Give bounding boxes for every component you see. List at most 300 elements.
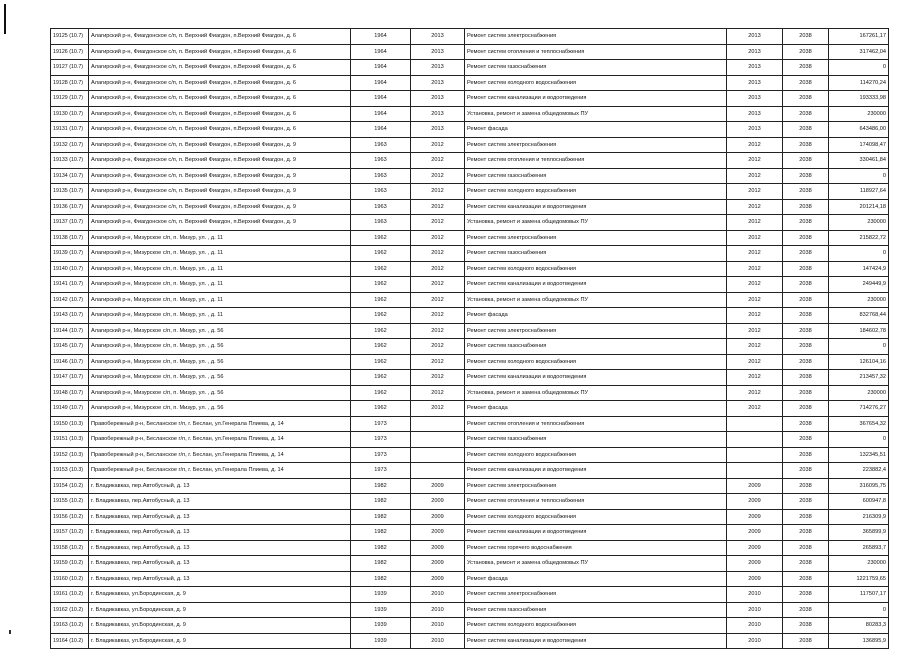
- cost-cell: 118927,64: [829, 184, 889, 200]
- year-built-cell: 1962: [351, 385, 411, 401]
- last-repair-year-cell: 2010: [411, 618, 465, 634]
- year-built-cell: 1964: [351, 75, 411, 91]
- row-number-cell: 19164 (10.2): [51, 633, 89, 649]
- year-built-cell: 1939: [351, 602, 411, 618]
- year-built-cell: 1939: [351, 587, 411, 603]
- plan-end-cell: 2038: [783, 618, 829, 634]
- plan-start-cell: 2012: [727, 339, 783, 355]
- work-type-cell: Ремонт систем холодного водоснабжения: [465, 509, 727, 525]
- last-repair-year-cell: 2009: [411, 509, 465, 525]
- table-row: [51, 199, 889, 215]
- address-cell: Алагирский р-н, Мизурское с/п, п. Мизур, ул. , д. 56: [89, 339, 351, 355]
- year-built-cell: 1982: [351, 556, 411, 572]
- year-built-cell: 1982: [351, 540, 411, 556]
- table-row: [51, 44, 889, 60]
- work-type-cell: Ремонт фасада: [465, 571, 727, 587]
- work-type-cell: Ремонт систем холодного водоснабжения: [465, 184, 727, 200]
- work-type-cell: Ремонт систем канализации и водоотведения: [465, 370, 727, 386]
- plan-start-cell: 2012: [727, 292, 783, 308]
- row-number-cell: 19142 (10.7): [51, 292, 89, 308]
- plan-start-cell: 2012: [727, 153, 783, 169]
- address-cell: г. Владикавказ, пер.Автобусный, д. 13: [89, 540, 351, 556]
- cost-cell: 114270,24: [829, 75, 889, 91]
- table-row: [51, 618, 889, 634]
- work-type-cell: Ремонт систем канализации и водоотведения: [465, 525, 727, 541]
- plan-end-cell: 2038: [783, 153, 829, 169]
- last-repair-year-cell: 2013: [411, 91, 465, 107]
- row-number-cell: 19129 (10.7): [51, 91, 89, 107]
- address-cell: Алагирский р-н, Фиагдонское с/п, п. Верхний Фиагдон, п.Верхний Фиагдон, д. 6: [89, 44, 351, 60]
- last-repair-year-cell: 2012: [411, 246, 465, 262]
- table-row: [51, 509, 889, 525]
- plan-start-cell: 2009: [727, 509, 783, 525]
- row-number-cell: 19160 (10.2): [51, 571, 89, 587]
- plan-start-cell: 2009: [727, 556, 783, 572]
- row-number-cell: 19155 (10.2): [51, 494, 89, 510]
- plan-end-cell: 2038: [783, 556, 829, 572]
- last-repair-year-cell: 2012: [411, 323, 465, 339]
- work-type-cell: Ремонт систем канализации и водоотведения: [465, 463, 727, 479]
- row-number-cell: 19143 (10.7): [51, 308, 89, 324]
- cost-cell: 174098,47: [829, 137, 889, 153]
- table-row: [51, 416, 889, 432]
- work-type-cell: Ремонт систем холодного водоснабжения: [465, 447, 727, 463]
- cost-cell: 230000: [829, 556, 889, 572]
- row-number-cell: 19131 (10.7): [51, 122, 89, 138]
- table-row: [51, 122, 889, 138]
- plan-start-cell: 2013: [727, 29, 783, 45]
- table-row: [51, 184, 889, 200]
- row-number-cell: 19153 (10.3): [51, 463, 89, 479]
- plan-start-cell: 2013: [727, 91, 783, 107]
- table-row: [51, 633, 889, 649]
- year-built-cell: 1962: [351, 246, 411, 262]
- address-cell: Алагирский р-н, Мизурское с/п, п. Мизур, ул. , д. 56: [89, 401, 351, 417]
- work-type-cell: Ремонт систем газоснабжения: [465, 246, 727, 262]
- last-repair-year-cell: 2012: [411, 137, 465, 153]
- plan-end-cell: 2038: [783, 230, 829, 246]
- row-number-cell: 19156 (10.2): [51, 509, 89, 525]
- work-type-cell: Ремонт систем газоснабжения: [465, 432, 727, 448]
- last-repair-year-cell: 2012: [411, 199, 465, 215]
- plan-end-cell: 2038: [783, 633, 829, 649]
- table-row: [51, 246, 889, 262]
- plan-end-cell: 2038: [783, 401, 829, 417]
- cost-cell: 832768,44: [829, 308, 889, 324]
- cost-cell: 249449,9: [829, 277, 889, 293]
- work-type-cell: Ремонт систем холодного водоснабжения: [465, 618, 727, 634]
- cost-cell: 365899,9: [829, 525, 889, 541]
- address-cell: Алагирский р-н, Фиагдонское с/п, п. Верхний Фиагдон, п.Верхний Фиагдон, д. 6: [89, 106, 351, 122]
- row-number-cell: 19146 (10.7): [51, 354, 89, 370]
- row-number-cell: 19128 (10.7): [51, 75, 89, 91]
- plan-end-cell: 2038: [783, 602, 829, 618]
- plan-end-cell: 2038: [783, 60, 829, 76]
- address-cell: г. Владикавказ, пер.Автобусный, д. 13: [89, 556, 351, 572]
- plan-start-cell: 2010: [727, 633, 783, 649]
- cost-cell: 0: [829, 602, 889, 618]
- plan-start-cell: 2012: [727, 215, 783, 231]
- row-number-cell: 19132 (10.7): [51, 137, 89, 153]
- plan-end-cell: 2038: [783, 168, 829, 184]
- table-row: [51, 447, 889, 463]
- plan-end-cell: 2038: [783, 494, 829, 510]
- address-cell: г. Владикавказ, ул.Бородинская, д. 9: [89, 602, 351, 618]
- year-built-cell: 1964: [351, 44, 411, 60]
- address-cell: Правобережный р-н, Бесланское г/п, г. Беслан, ул.Генерала Плиева, д. 14: [89, 447, 351, 463]
- plan-start-cell: 2012: [727, 246, 783, 262]
- table-row: [51, 106, 889, 122]
- year-built-cell: 1963: [351, 137, 411, 153]
- year-built-cell: 1962: [351, 292, 411, 308]
- last-repair-year-cell: 2009: [411, 494, 465, 510]
- work-type-cell: Ремонт систем канализации и водоотведения: [465, 633, 727, 649]
- plan-start-cell: 2010: [727, 587, 783, 603]
- cost-cell: 330461,84: [829, 153, 889, 169]
- cost-cell: 136895,9: [829, 633, 889, 649]
- last-repair-year-cell: 2013: [411, 44, 465, 60]
- cost-cell: 0: [829, 339, 889, 355]
- address-cell: Алагирский р-н, Фиагдонское с/п, п. Верхний Фиагдон, п.Верхний Фиагдон, д. 9: [89, 168, 351, 184]
- plan-start-cell: 2012: [727, 323, 783, 339]
- table-row: [51, 308, 889, 324]
- year-built-cell: 1962: [351, 339, 411, 355]
- address-cell: г. Владикавказ, пер.Автобусный, д. 13: [89, 525, 351, 541]
- row-number-cell: 19126 (10.7): [51, 44, 89, 60]
- plan-start-cell: 2012: [727, 277, 783, 293]
- table-row: [51, 478, 889, 494]
- plan-end-cell: 2038: [783, 509, 829, 525]
- cost-cell: 0: [829, 60, 889, 76]
- cost-cell: 317462,04: [829, 44, 889, 60]
- plan-end-cell: 2038: [783, 478, 829, 494]
- plan-end-cell: 2038: [783, 91, 829, 107]
- year-built-cell: 1973: [351, 447, 411, 463]
- cost-cell: 132345,51: [829, 447, 889, 463]
- table-row: [51, 432, 889, 448]
- row-number-cell: 19125 (10.7): [51, 29, 89, 45]
- year-built-cell: 1973: [351, 463, 411, 479]
- work-type-cell: Ремонт систем газоснабжения: [465, 168, 727, 184]
- plan-end-cell: 2038: [783, 122, 829, 138]
- plan-start-cell: [727, 447, 783, 463]
- year-built-cell: 1982: [351, 525, 411, 541]
- cost-cell: 600947,8: [829, 494, 889, 510]
- address-cell: Алагирский р-н, Мизурское с/п, п. Мизур, ул. , д. 56: [89, 385, 351, 401]
- table-row: [51, 137, 889, 153]
- address-cell: г. Владикавказ, ул.Бородинская, д. 9: [89, 587, 351, 603]
- last-repair-year-cell: [411, 463, 465, 479]
- plan-start-cell: 2012: [727, 308, 783, 324]
- cost-cell: 230000: [829, 292, 889, 308]
- row-number-cell: 19135 (10.7): [51, 184, 89, 200]
- row-number-cell: 19127 (10.7): [51, 60, 89, 76]
- table-row: [51, 602, 889, 618]
- table-row: [51, 215, 889, 231]
- work-type-cell: Ремонт систем электроснабжения: [465, 137, 727, 153]
- last-repair-year-cell: 2009: [411, 540, 465, 556]
- plan-start-cell: 2012: [727, 199, 783, 215]
- work-type-cell: Установка, ремонт и замена общедомовых ПУ: [465, 292, 727, 308]
- address-cell: Правобережный р-н, Бесланское г/п, г. Беслан, ул.Генерала Плиева, д. 14: [89, 463, 351, 479]
- work-type-cell: Ремонт систем холодного водоснабжения: [465, 75, 727, 91]
- address-cell: Алагирский р-н, Фиагдонское с/п, п. Верхний Фиагдон, п.Верхний Фиагдон, д. 6: [89, 122, 351, 138]
- cost-cell: 0: [829, 432, 889, 448]
- plan-end-cell: 2038: [783, 323, 829, 339]
- cost-cell: 714276,27: [829, 401, 889, 417]
- plan-end-cell: 2038: [783, 308, 829, 324]
- address-cell: Алагирский р-н, Мизурское с/п, п. Мизур, ул. , д. 11: [89, 292, 351, 308]
- cost-cell: 201214,18: [829, 199, 889, 215]
- table-row: [51, 556, 889, 572]
- last-repair-year-cell: 2009: [411, 525, 465, 541]
- plan-end-cell: 2038: [783, 540, 829, 556]
- table-row: [51, 91, 889, 107]
- row-number-cell: 19163 (10.2): [51, 618, 89, 634]
- last-repair-year-cell: 2012: [411, 401, 465, 417]
- last-repair-year-cell: 2012: [411, 168, 465, 184]
- year-built-cell: 1963: [351, 184, 411, 200]
- plan-end-cell: 2038: [783, 184, 829, 200]
- plan-start-cell: 2012: [727, 385, 783, 401]
- address-cell: Алагирский р-н, Фиагдонское с/п, п. Верхний Фиагдон, п.Верхний Фиагдон, д. 9: [89, 199, 351, 215]
- address-cell: Алагирский р-н, Мизурское с/п, п. Мизур, ул. , д. 11: [89, 246, 351, 262]
- page-edge-tick: [9, 630, 11, 634]
- plan-start-cell: 2012: [727, 370, 783, 386]
- address-cell: Алагирский р-н, Фиагдонское с/п, п. Верхний Фиагдон, п.Верхний Фиагдон, д. 6: [89, 75, 351, 91]
- last-repair-year-cell: 2012: [411, 215, 465, 231]
- address-cell: Алагирский р-н, Фиагдонское с/п, п. Верхний Фиагдон, п.Верхний Фиагдон, д. 9: [89, 184, 351, 200]
- plan-end-cell: 2038: [783, 199, 829, 215]
- plan-end-cell: 2038: [783, 370, 829, 386]
- plan-start-cell: 2013: [727, 60, 783, 76]
- year-built-cell: 1964: [351, 29, 411, 45]
- year-built-cell: 1939: [351, 633, 411, 649]
- cost-cell: 80283,3: [829, 618, 889, 634]
- work-type-cell: Ремонт систем отопления и теплоснабжения: [465, 153, 727, 169]
- address-cell: г. Владикавказ, пер.Автобусный, д. 13: [89, 509, 351, 525]
- last-repair-year-cell: 2012: [411, 370, 465, 386]
- plan-end-cell: 2038: [783, 106, 829, 122]
- plan-start-cell: 2012: [727, 168, 783, 184]
- plan-start-cell: 2013: [727, 106, 783, 122]
- table-row: [51, 29, 889, 45]
- address-cell: Алагирский р-н, Фиагдонское с/п, п. Верхний Фиагдон, п.Верхний Фиагдон, д. 6: [89, 60, 351, 76]
- plan-start-cell: [727, 416, 783, 432]
- plan-end-cell: 2038: [783, 571, 829, 587]
- cost-cell: 184602,78: [829, 323, 889, 339]
- row-number-cell: 19130 (10.7): [51, 106, 89, 122]
- plan-end-cell: 2038: [783, 447, 829, 463]
- last-repair-year-cell: 2012: [411, 292, 465, 308]
- last-repair-year-cell: 2010: [411, 602, 465, 618]
- year-built-cell: 1962: [351, 308, 411, 324]
- work-type-cell: Установка, ремонт и замена общедомовых ПУ: [465, 106, 727, 122]
- plan-end-cell: 2038: [783, 385, 829, 401]
- year-built-cell: 1963: [351, 153, 411, 169]
- cost-cell: 367654,32: [829, 416, 889, 432]
- work-type-cell: Ремонт систем газоснабжения: [465, 60, 727, 76]
- cost-cell: 126104,16: [829, 354, 889, 370]
- document-page: [50, 28, 889, 649]
- year-built-cell: 1982: [351, 571, 411, 587]
- plan-start-cell: 2012: [727, 137, 783, 153]
- plan-start-cell: 2009: [727, 540, 783, 556]
- plan-end-cell: 2038: [783, 246, 829, 262]
- cost-cell: 230000: [829, 385, 889, 401]
- plan-end-cell: 2038: [783, 432, 829, 448]
- cost-cell: 0: [829, 246, 889, 262]
- last-repair-year-cell: 2012: [411, 339, 465, 355]
- last-repair-year-cell: 2013: [411, 106, 465, 122]
- work-type-cell: Ремонт систем горячего водоснабжения: [465, 540, 727, 556]
- row-number-cell: 19151 (10.3): [51, 432, 89, 448]
- last-repair-year-cell: 2009: [411, 556, 465, 572]
- last-repair-year-cell: 2012: [411, 230, 465, 246]
- last-repair-year-cell: 2012: [411, 261, 465, 277]
- row-number-cell: 19147 (10.7): [51, 370, 89, 386]
- last-repair-year-cell: [411, 432, 465, 448]
- row-number-cell: 19140 (10.7): [51, 261, 89, 277]
- row-number-cell: 19148 (10.7): [51, 385, 89, 401]
- repair-program-table: [50, 28, 889, 649]
- table-row: [51, 292, 889, 308]
- cost-cell: 223882,4: [829, 463, 889, 479]
- last-repair-year-cell: 2012: [411, 308, 465, 324]
- plan-start-cell: 2012: [727, 184, 783, 200]
- cost-cell: 643486,00: [829, 122, 889, 138]
- year-built-cell: 1962: [351, 323, 411, 339]
- cost-cell: 213457,32: [829, 370, 889, 386]
- year-built-cell: 1982: [351, 478, 411, 494]
- plan-end-cell: 2038: [783, 587, 829, 603]
- plan-start-cell: 2009: [727, 571, 783, 587]
- work-type-cell: Ремонт фасада: [465, 122, 727, 138]
- address-cell: г. Владикавказ, ул.Бородинская, д. 9: [89, 633, 351, 649]
- table-body: [51, 29, 889, 649]
- work-type-cell: Установка, ремонт и замена общедомовых ПУ: [465, 385, 727, 401]
- year-built-cell: 1939: [351, 618, 411, 634]
- address-cell: г. Владикавказ, пер.Автобусный, д. 13: [89, 494, 351, 510]
- address-cell: Алагирский р-н, Мизурское с/п, п. Мизур, ул. , д. 56: [89, 323, 351, 339]
- table-row: [51, 60, 889, 76]
- plan-start-cell: 2010: [727, 618, 783, 634]
- table-row: [51, 168, 889, 184]
- plan-start-cell: 2009: [727, 525, 783, 541]
- cost-cell: 193333,98: [829, 91, 889, 107]
- row-number-cell: 19154 (10.2): [51, 478, 89, 494]
- plan-start-cell: 2010: [727, 602, 783, 618]
- year-built-cell: 1973: [351, 416, 411, 432]
- plan-end-cell: 2038: [783, 354, 829, 370]
- work-type-cell: Ремонт систем электроснабжения: [465, 230, 727, 246]
- address-cell: Алагирский р-н, Фиагдонское с/п, п. Верхний Фиагдон, п.Верхний Фиагдон, д. 9: [89, 137, 351, 153]
- plan-start-cell: [727, 432, 783, 448]
- plan-start-cell: 2013: [727, 44, 783, 60]
- cost-cell: 230000: [829, 215, 889, 231]
- year-built-cell: 1964: [351, 91, 411, 107]
- work-type-cell: Ремонт систем отопления и теплоснабжения: [465, 494, 727, 510]
- last-repair-year-cell: [411, 416, 465, 432]
- cost-cell: 215822,72: [829, 230, 889, 246]
- last-repair-year-cell: 2010: [411, 633, 465, 649]
- row-number-cell: 19149 (10.7): [51, 401, 89, 417]
- address-cell: Правобережный р-н, Бесланское г/п, г. Беслан, ул.Генерала Плиева, д. 14: [89, 432, 351, 448]
- row-number-cell: 19141 (10.7): [51, 277, 89, 293]
- row-number-cell: 19159 (10.2): [51, 556, 89, 572]
- year-built-cell: 1962: [351, 277, 411, 293]
- address-cell: Алагирский р-н, Мизурское с/п, п. Мизур, ул. , д. 56: [89, 354, 351, 370]
- year-built-cell: 1962: [351, 261, 411, 277]
- work-type-cell: Ремонт систем канализации и водоотведения: [465, 277, 727, 293]
- last-repair-year-cell: [411, 447, 465, 463]
- plan-end-cell: 2038: [783, 29, 829, 45]
- cost-cell: 230000: [829, 106, 889, 122]
- year-built-cell: 1962: [351, 401, 411, 417]
- cost-cell: 265893,7: [829, 540, 889, 556]
- address-cell: Алагирский р-н, Мизурское с/п, п. Мизур, ул. , д. 56: [89, 370, 351, 386]
- last-repair-year-cell: 2009: [411, 571, 465, 587]
- last-repair-year-cell: 2012: [411, 385, 465, 401]
- plan-start-cell: 2009: [727, 478, 783, 494]
- row-number-cell: 19139 (10.7): [51, 246, 89, 262]
- table-row: [51, 385, 889, 401]
- row-number-cell: 19133 (10.7): [51, 153, 89, 169]
- year-built-cell: 1973: [351, 432, 411, 448]
- cost-cell: 0: [829, 168, 889, 184]
- work-type-cell: Ремонт систем газоснабжения: [465, 602, 727, 618]
- year-built-cell: 1963: [351, 215, 411, 231]
- last-repair-year-cell: 2013: [411, 122, 465, 138]
- plan-end-cell: 2038: [783, 137, 829, 153]
- table-row: [51, 494, 889, 510]
- year-built-cell: 1964: [351, 60, 411, 76]
- table-row: [51, 230, 889, 246]
- row-number-cell: 19157 (10.2): [51, 525, 89, 541]
- row-number-cell: 19152 (10.3): [51, 447, 89, 463]
- work-type-cell: Ремонт систем отопления и теплоснабжения: [465, 44, 727, 60]
- year-built-cell: 1982: [351, 494, 411, 510]
- address-cell: г. Владикавказ, пер.Автобусный, д. 13: [89, 478, 351, 494]
- last-repair-year-cell: 2012: [411, 153, 465, 169]
- table-row: [51, 354, 889, 370]
- work-type-cell: Ремонт систем канализации и водоотведения: [465, 199, 727, 215]
- plan-end-cell: 2038: [783, 277, 829, 293]
- address-cell: Алагирский р-н, Мизурское с/п, п. Мизур, ул. , д. 11: [89, 277, 351, 293]
- row-number-cell: 19137 (10.7): [51, 215, 89, 231]
- work-type-cell: Ремонт фасада: [465, 401, 727, 417]
- row-number-cell: 19145 (10.7): [51, 339, 89, 355]
- year-built-cell: 1962: [351, 370, 411, 386]
- plan-end-cell: 2038: [783, 261, 829, 277]
- cost-cell: 216309,9: [829, 509, 889, 525]
- work-type-cell: Ремонт систем канализации и водоотведения: [465, 91, 727, 107]
- plan-start-cell: [727, 463, 783, 479]
- address-cell: Алагирский р-н, Мизурское с/п, п. Мизур, ул. , д. 11: [89, 308, 351, 324]
- last-repair-year-cell: 2009: [411, 478, 465, 494]
- plan-start-cell: 2012: [727, 401, 783, 417]
- plan-end-cell: 2038: [783, 416, 829, 432]
- row-number-cell: 19134 (10.7): [51, 168, 89, 184]
- cost-cell: 1221759,65: [829, 571, 889, 587]
- address-cell: г. Владикавказ, ул.Бородинская, д. 9: [89, 618, 351, 634]
- table-row: [51, 153, 889, 169]
- plan-start-cell: 2013: [727, 75, 783, 91]
- row-number-cell: 19150 (10.3): [51, 416, 89, 432]
- table-row: [51, 277, 889, 293]
- last-repair-year-cell: 2013: [411, 60, 465, 76]
- row-number-cell: 19161 (10.2): [51, 587, 89, 603]
